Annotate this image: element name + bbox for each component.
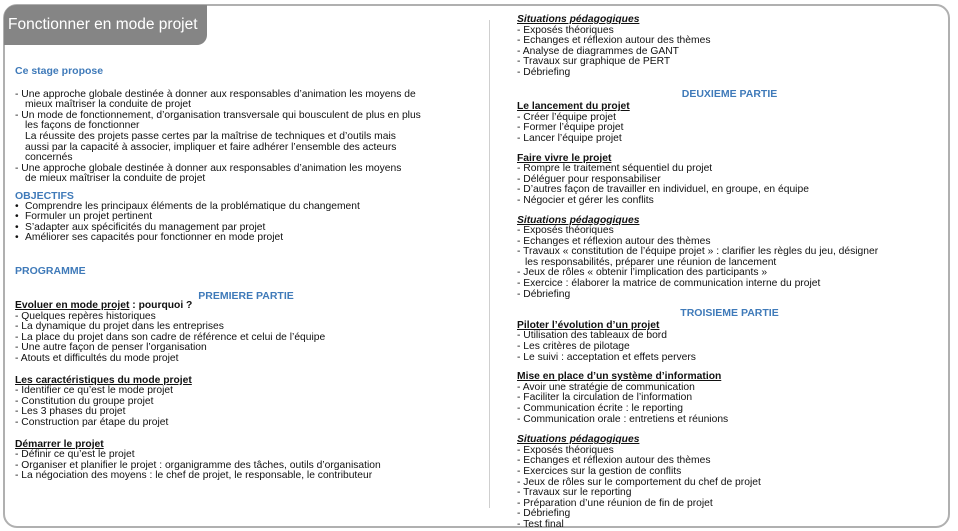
list-item: - Le suivi : acceptation et effets pervers [517, 351, 696, 363]
list-item: de mieux maîtriser la conduite de projet [25, 173, 206, 185]
list-item: - Déléguer pour responsabiliser [517, 173, 661, 185]
section-title: Mise en place d’un système d’information [517, 371, 722, 383]
section-title: Les caractéristiques du mode projet [15, 374, 192, 386]
list-item: - La dynamique du projet dans les entreprises [15, 321, 224, 333]
list-item: - Jeux de rôles sur le comportement du chef de projet [517, 476, 761, 488]
list-item: - Les 3 phases du projet [15, 406, 126, 418]
list-item: Formuler un projet pertinent [25, 211, 153, 223]
list-item: - Rompre le traitement séquentiel du projet [517, 163, 713, 175]
bullet-icon: • [15, 232, 19, 244]
list-item: - Utilisation des tableaux de bord [517, 330, 667, 342]
bullet-icon: • [15, 221, 19, 233]
list-item: - Avoir une stratégie de communication [517, 381, 695, 393]
list-item: - Exercices sur la gestion de conflits [517, 465, 682, 477]
list-item: - Débriefing [517, 508, 571, 520]
section-title: Démarrer le projet [15, 438, 104, 450]
list-item: Améliorer ses capacités pour fonctionner en mode projet [25, 232, 284, 244]
section-title: Le lancement du projet [517, 101, 630, 113]
list-item: - Exposés théoriques [517, 225, 614, 237]
section-title: Evoluer en mode projet [15, 300, 130, 312]
section-title: Situations pédagogiques [517, 214, 640, 226]
list-item: - Identifier ce qu’est le mode projet [15, 385, 173, 397]
list-item: - Une approche globale destinée à donner aux responsables d’animation les moyens de [15, 88, 416, 100]
list-item: aussi par la capacité à associer, impliquer et faire adhérer l’ensemble des acteurs [25, 141, 397, 153]
list-item: - Une approche globale destinée à donner aux responsables d’animation les moyens [15, 162, 402, 174]
list-item: - Atouts et difficultés du mode projet [15, 353, 179, 365]
list-item: Comprendre les principaux éléments de la problématique du changement [25, 200, 360, 212]
list-item: - Construction par étape du projet [15, 417, 169, 429]
list-item: - La négociation des moyens : le chef de projet, le responsable, le contributeur [15, 470, 373, 482]
stage-list [15, 90, 477, 185]
list-item: - Analyse de diagrammes de GANT [517, 45, 679, 57]
sp3-list [517, 446, 942, 531]
list-item: - Débriefing [517, 66, 571, 78]
lancement-list [517, 113, 942, 145]
list-item: concernés [25, 152, 73, 164]
list-item: - Former l’équipe projet [517, 122, 624, 134]
list-item: - Test final [517, 518, 564, 530]
list-item: - Echanges et réflexion autour des thèmes [517, 235, 711, 247]
list-item: - Quelques repères historiques [15, 310, 156, 322]
programme-heading: PROGRAMME [15, 264, 86, 277]
list-item: - Lancer l’équipe projet [517, 132, 622, 144]
list-item: S’adapter aux spécificités du management par projet [25, 221, 266, 233]
list-item: - Jeux de rôles « obtenir l’implication des participants » [517, 267, 768, 279]
list-item: les façons de fonctionner [25, 120, 140, 132]
list-item: - Définir ce qu’est le projet [15, 449, 135, 461]
objectifs-list [15, 202, 477, 244]
list-item: - La place du projet dans son cadre de référence et celui de l’équipe [15, 331, 326, 343]
objectifs-heading: OBJECTIFS [15, 189, 74, 202]
right-column [517, 15, 942, 531]
list-item: - Communication écrite : le reporting [517, 403, 683, 414]
bullet-icon: • [15, 211, 19, 223]
list-item: - Exposés théoriques [517, 444, 614, 456]
list-item: - Travaux « constitution de l’équipe projet » : clarifier les règles du jeu, désigner [517, 246, 879, 258]
section-title: Situations pédagogiques [517, 434, 640, 446]
list-item: - Communication orale : entretiens et réunions [517, 413, 729, 425]
list-item: - D’autres façon de travailler en individuel, en groupe, en équipe [517, 184, 809, 196]
list-item: - Créer l’équipe projet [517, 111, 617, 123]
stage-heading: Ce stage propose [15, 65, 104, 77]
list-item: - Echanges et réflexion autour des thèmes [517, 35, 711, 47]
list-item: - Un mode de fonctionnement, d’organisation transversale qui bousculent de plus en plus [15, 109, 421, 121]
list-item: - Exposés théoriques [517, 24, 614, 36]
list-item: - Négocier et gérer les conflits [517, 194, 654, 206]
s3-list [15, 450, 477, 482]
bullet-icon: • [15, 200, 19, 212]
list-item: mieux maîtriser la conduite de projet [25, 99, 191, 111]
list-item: - Faciliter la circulation de l’information [517, 392, 693, 404]
list-item: - Les critères de pilotage [517, 341, 630, 353]
left-column [15, 66, 477, 482]
s1-list [15, 312, 477, 365]
section-title: Situations pédagogiques [517, 14, 640, 25]
sp2-list [517, 226, 942, 300]
troisieme-partie-heading: TROISIEME PARTIE [680, 307, 779, 320]
sp1-list [517, 26, 942, 79]
vivre-list [517, 164, 942, 206]
list-item: - Une autre façon de penser l’organisation [15, 342, 207, 354]
information-list [517, 383, 942, 425]
list-item: - Travaux sur le reporting [517, 487, 632, 499]
page-title: Fonctionner en mode projet [4, 5, 207, 45]
section-title: Piloter l’évolution d’un projet [517, 319, 660, 331]
pilotage-list [517, 331, 942, 363]
list-item: - Exercice : élaborer la matrice de communication interne du projet [517, 278, 821, 290]
list-item: - Préparation d’une réunion de fin de projet [517, 497, 713, 509]
column-divider [489, 20, 490, 508]
premiere-partie-heading: PREMIERE PARTIE [198, 289, 294, 302]
list-item: les responsabilités, préparer une réunion de lancement [525, 256, 777, 268]
section-title-suffix: : pourquoi ? [129, 300, 193, 312]
list-item: La réussite des projets passe certes par la maîtrise de techniques et d’outils mais [25, 130, 396, 142]
list-item: - Echanges et réflexion autour des thèmes [517, 455, 711, 467]
s2-list [15, 386, 477, 428]
deuxieme-partie-heading: DEUXIEME PARTIE [681, 87, 778, 100]
list-item: - Travaux sur graphique de PERT [517, 56, 671, 68]
list-item: - Constitution du groupe projet [15, 395, 154, 407]
list-item: - Organiser et planifier le projet : organigramme des tâches, outils d’organisation [15, 459, 381, 471]
section-title: Faire vivre le projet [517, 152, 612, 164]
list-item: - Débriefing [517, 288, 571, 300]
